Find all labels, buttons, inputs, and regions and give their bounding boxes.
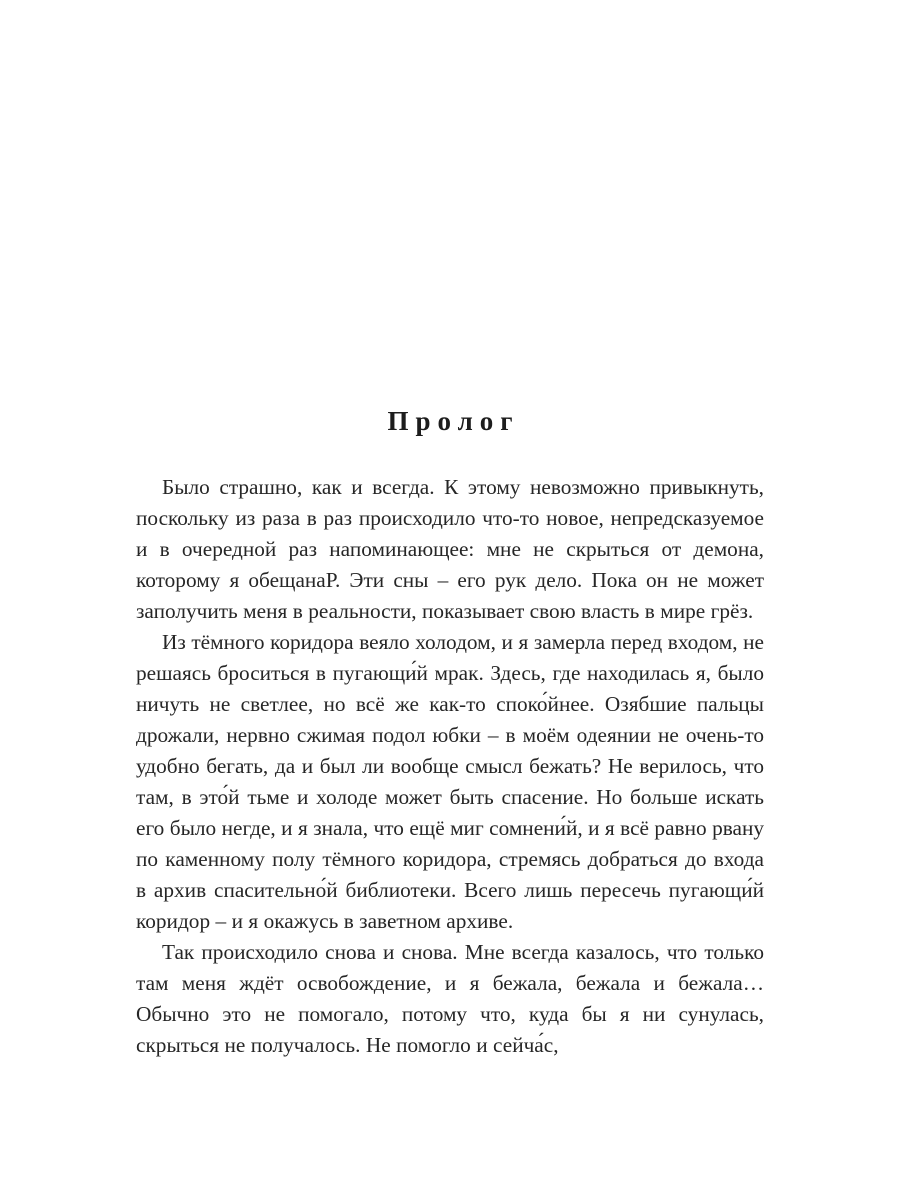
chapter-title: Пролог xyxy=(387,406,520,436)
page-text-block xyxy=(136,404,764,1061)
top-margin-space xyxy=(0,0,900,404)
body-paragraph-2: Из тёмного коридора веяло холодом, и я замерла перед входом, не решаясь броситься в пугающи́й мрак. Здесь, где находилась я, было ничуть не светлее, но всё же как-то споко́йнее. Озябшие пальцы дрожали, нервно сжимая подол юбки – в моём одеянии не очень-то удобно бегать, да и был ли вообще смысл бежать? Не верилось, что там, в это́й тьме и холоде может быть спасение. Но больше искать его было негде, и я знала, что ещё миг сомнени́й, и я всё равно рвану по каменному полу тёмного коридора, стремясь добраться до входа в архив спасительно́й библиотеки. Всего лишь пересечь пугающи́й коридор – и я окажусь в заветном архиве. xyxy=(136,630,764,933)
body-paragraph-1: Было страшно, как и всегда. К этому невозможно привыкнуть, поскольку из раза в раз происходило что-то новое, непредсказуемое и в очередной раз напоминающее: мне не скрыться от демона, которому я обещанаР. Эти сны – его рук дело. Пока он не может заполучить меня в реальности, показывает свою власть в мире грёз. xyxy=(136,475,764,623)
title-body-gap xyxy=(136,438,764,472)
body-paragraph-3: Так происходило снова и снова. Мне всегда казалось, что только там меня ждёт освобождение, и я бежала, бежала и бежала… Обычно это не помогало, потому что, куда бы я ни сунулась, скрыться не получалось. Не помогло и сейча́с, xyxy=(136,940,764,1057)
